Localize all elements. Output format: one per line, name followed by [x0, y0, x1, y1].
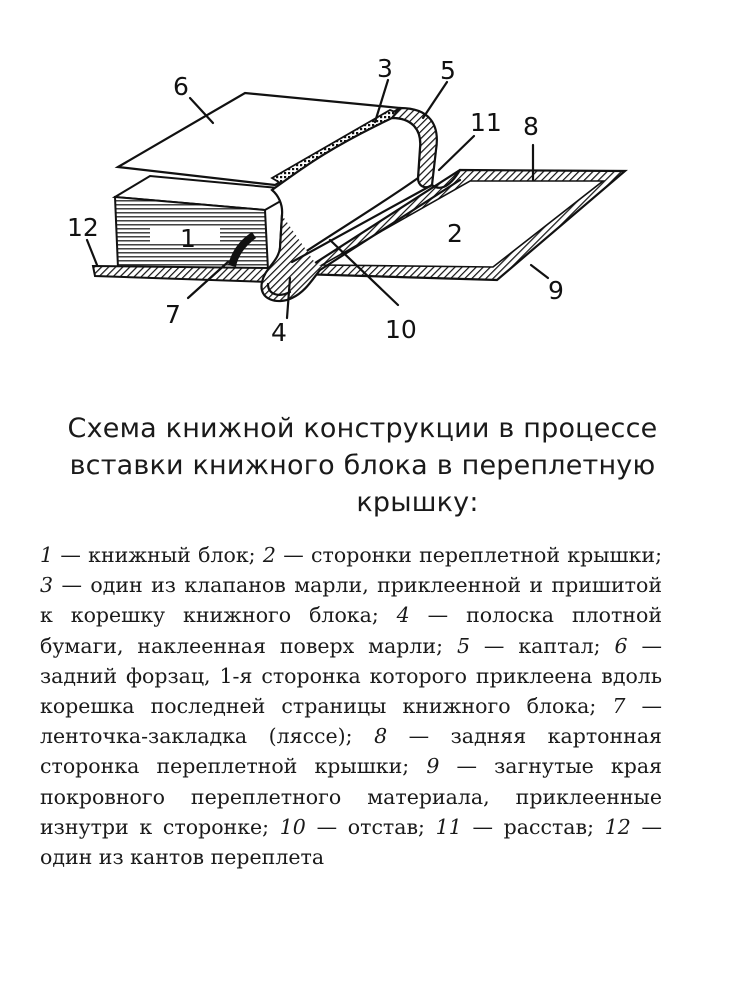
- callout-5: 5: [440, 56, 456, 85]
- legend-text-6: — задний форзац, 1-я сторонка которого приклеена вдоль корешка последней страницы книжного блока;: [40, 633, 662, 719]
- figure-title-line-3: крышку:: [356, 487, 479, 518]
- legend-text-2: — сторонки переплетной крышки;: [275, 543, 662, 567]
- legend-num-7: 7: [612, 694, 626, 719]
- legend-text-7: — ленточка-закладка (ляссе);: [40, 694, 662, 749]
- callout-2: 2: [447, 219, 463, 248]
- legend-text-9: — загнутые края покровного переплетного материала, приклеенные изнутри к сторонке;: [40, 754, 663, 839]
- legend-num-12: 12: [604, 814, 631, 839]
- callout-7: 7: [165, 300, 181, 329]
- legend-num-5: 5: [456, 633, 470, 658]
- callout-12: 12: [67, 213, 99, 242]
- figure-legend: [40, 540, 662, 872]
- legend-num-11: 11: [435, 814, 462, 839]
- book-construction-diagram: [0, 0, 729, 400]
- figure-title-line-1: Схема книжной конструкции в процессе: [67, 413, 658, 444]
- legend-num-10: 10: [279, 814, 306, 839]
- legend-text-1: — книжный блок;: [53, 543, 263, 567]
- callout-10: 10: [385, 315, 417, 344]
- legend-num-4: 4: [396, 603, 410, 628]
- callout-6: 6: [173, 72, 189, 101]
- front-board-edge: [93, 266, 270, 282]
- legend-num-9: 9: [426, 754, 440, 779]
- callout-9: 9: [548, 276, 564, 305]
- figure-title: [30, 410, 695, 521]
- legend-text-10: — отстав;: [305, 814, 436, 839]
- legend-num-2: 2: [262, 543, 276, 567]
- legend-text-12: — один из кантов переплета: [40, 814, 662, 870]
- legend-text-8: — задняя картонная сторонка переплетной крышки;: [40, 724, 662, 779]
- legend-num-3: 3: [40, 573, 54, 598]
- figure-title-line-2: вставки книжного блока в переплетную: [69, 450, 656, 481]
- callout-11: 11: [470, 108, 502, 137]
- legend-text-5: — каптал;: [470, 633, 615, 658]
- legend-text-3: — один из клапанов марли, приклеенной и пришитой к корешку книжного блока;: [40, 573, 662, 628]
- callout-3: 3: [377, 54, 393, 83]
- callout-4: 4: [271, 318, 287, 347]
- callout-8: 8: [523, 112, 539, 141]
- legend-text-4: — полоска плотной бумаги, наклеенная поверх марли;: [40, 603, 662, 658]
- callout-1: 1: [180, 224, 196, 253]
- legend-text-11: — расстав;: [461, 814, 605, 839]
- legend-num-6: 6: [614, 633, 628, 658]
- legend-num-1: 1: [40, 543, 54, 567]
- legend-num-8: 8: [374, 724, 388, 749]
